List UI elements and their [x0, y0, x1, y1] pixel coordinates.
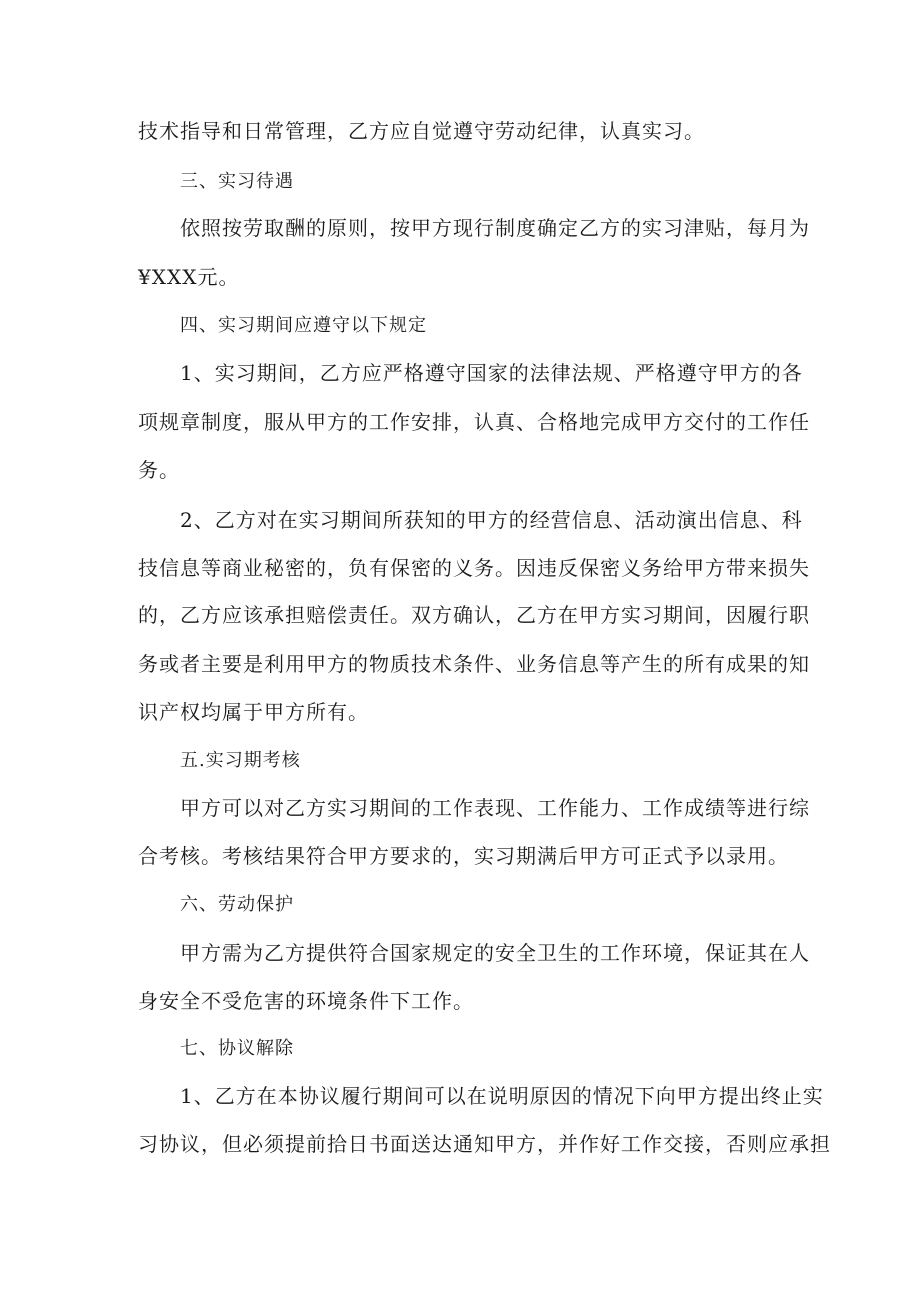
- paragraph-line: 项规章制度，服从甲方的工作安排，认真、合格地完成甲方交付的工作任: [138, 410, 810, 434]
- section-heading: 六、劳动保护: [180, 894, 294, 915]
- section-heading: 五.实习期考核: [180, 750, 301, 771]
- paragraph-line: 习协议，但必须提前拾日书面送达通知甲方，并作好工作交接，否则应承担: [138, 1132, 831, 1156]
- paragraph-line: 的，乙方应该承担赔偿责任。双方确认，乙方在甲方实习期间，因履行职: [138, 603, 810, 627]
- paragraph-line: 甲方可以对乙方实习期间的工作表现、工作能力、工作成绩等进行综: [180, 796, 810, 820]
- paragraph-line: 技信息等商业秘密的，负有保密的义务。因违反保密义务给甲方带来损失: [138, 556, 810, 580]
- section-heading: 三、实习待遇: [180, 171, 294, 192]
- section-heading: 四、实习期间应遵守以下规定: [180, 315, 427, 336]
- paragraph-line: 依照按劳取酬的原则，按甲方现行制度确定乙方的实习津贴，每月为: [180, 216, 810, 240]
- paragraph-line: 1、乙方在本协议履行期间可以在说明原因的情况下向甲方提出终止实: [180, 1084, 824, 1108]
- section-heading: 七、协议解除: [180, 1038, 294, 1059]
- paragraph-line: 2、乙方对在实习期间所获知的甲方的经营信息、活动演出信息、科: [180, 508, 803, 532]
- paragraph-line: 务。: [138, 458, 180, 482]
- paragraph-line: 务或者主要是利用甲方的物质技术条件、业务信息等产生的所有成果的知: [138, 652, 810, 676]
- paragraph-line: 身安全不受危害的环境条件下工作。: [138, 989, 474, 1013]
- paragraph-line: 甲方需为乙方提供符合国家规定的安全卫生的工作环境，保证其在人: [180, 941, 810, 965]
- paragraph-line: 1、实习期间，乙方应严格遵守国家的法律法规、严格遵守甲方的各: [180, 361, 803, 385]
- paragraph-line: 技术指导和日常管理，乙方应自觉遵守劳动纪律，认真实习。: [138, 119, 705, 143]
- paragraph-line: 合考核。考核结果符合甲方要求的，实习期满后甲方可正式予以录用。: [138, 844, 789, 868]
- paragraph-line: ¥XXX元。: [138, 265, 240, 289]
- paragraph-line: 识产权均属于甲方所有。: [138, 700, 369, 724]
